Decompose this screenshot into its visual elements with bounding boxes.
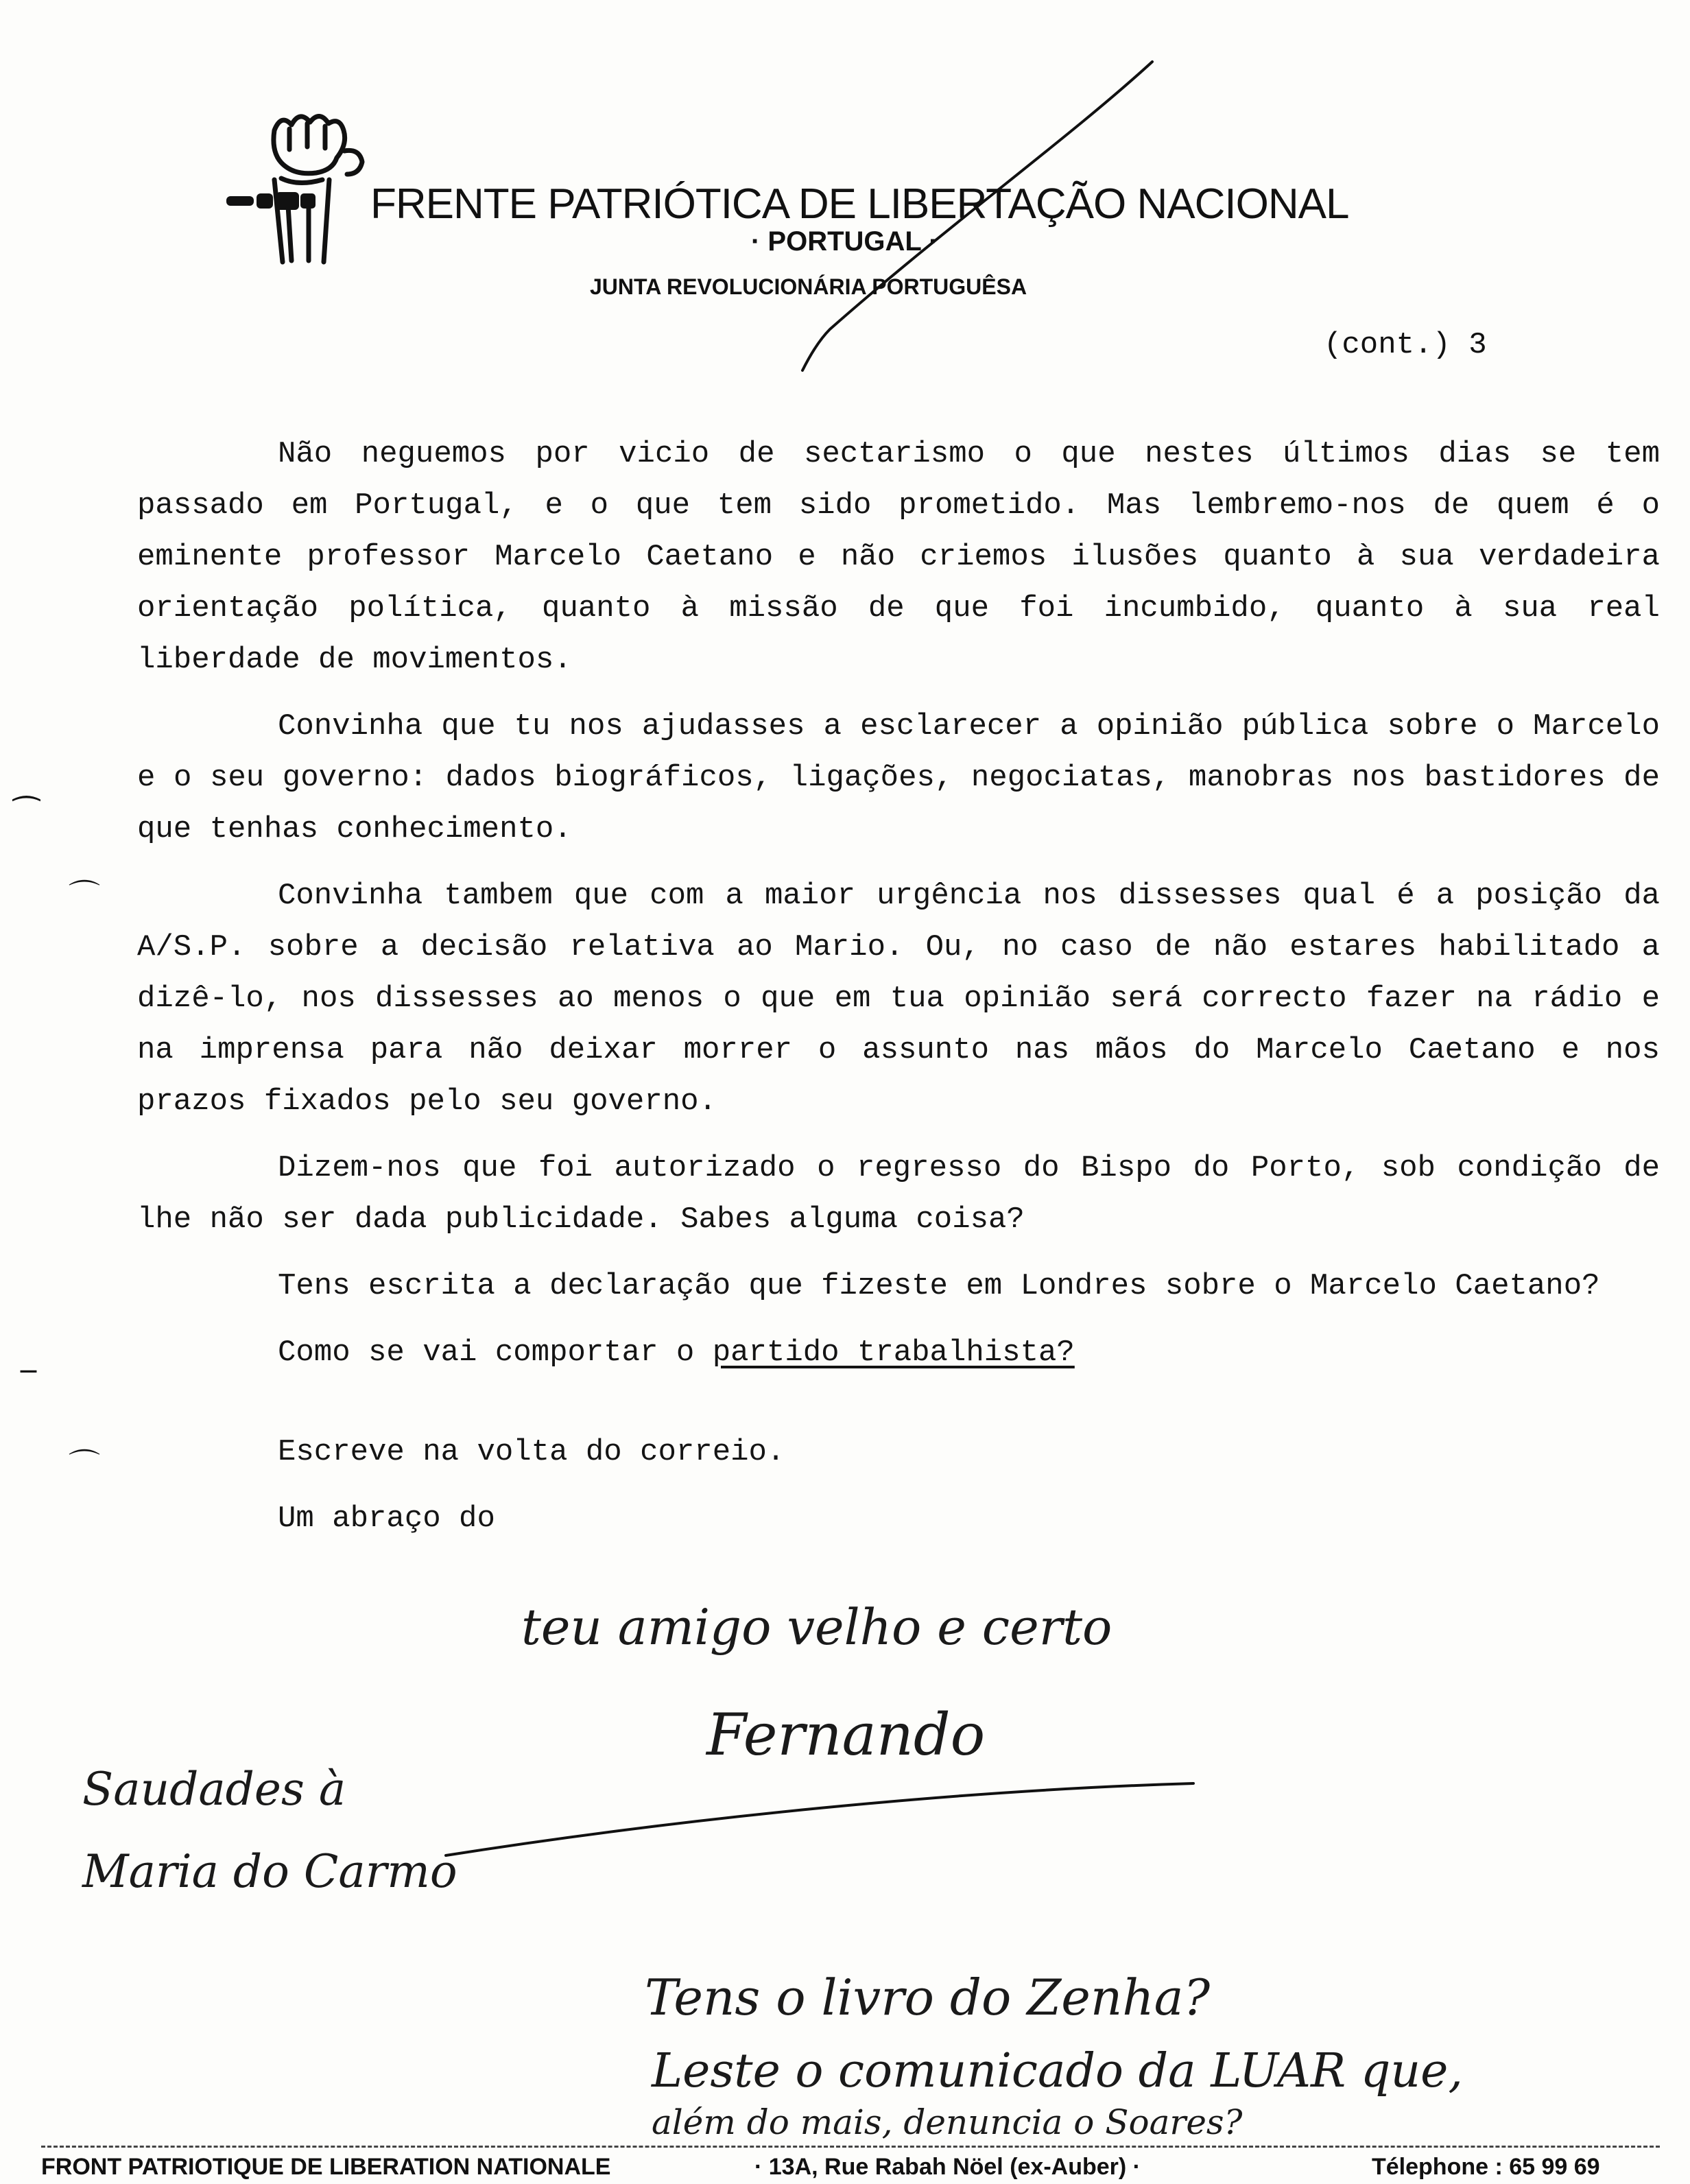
handwritten-greeting-line2: Maria do Carmo	[82, 1845, 457, 1898]
handwritten-closing: teu amigo velho e certo	[521, 1598, 1112, 1656]
paragraph: Convinha que tu nos ajudasses a esclarecer a opinião pública sobre o Marcelo e o seu governo: dados biográficos, ligações, negociatas, manobras nos bastidores de que tenhas conhecimento.	[137, 709, 1660, 846]
paragraph: Convinha tambem que com a maior urgência nos dissesses qual é a posição da A/S.P. sobre a decisão relativa ao Mario. Ou, no caso de não estares habilitado a dizê-lo, nos dissesses ao menos o que em tua opinião será correcto fazer na rádio e na imprensa para não deixar morrer o assunto nas mãos do Marcelo Caetano e nos prazos fixados pelo seu governo.	[137, 879, 1660, 1119]
organization-country: · PORTUGAL ·	[751, 226, 938, 257]
footer-phone: Télephone : 65 99 69	[1372, 2154, 1600, 2180]
question-text: Como se vai comportar o	[278, 1336, 713, 1370]
paragraph: Não neguemos por vicio de sectarismo o que nestes últimos dias se tem passado em Portugal, e o que tem sido prometido. Mas lembremo-nos de quem é o eminente professor Marcelo Caetano e não criemos ilusões quanto à sua verdadeira orientação política, quanto à missão de que foi incumbido, quanto à sua real liberdade de movimentos.	[137, 437, 1660, 677]
paragraph: Tens escrita a declaração que fizeste em Londres sobre o Marcelo Caetano?	[278, 1269, 1600, 1303]
letter-body	[137, 429, 1660, 1545]
margin-mark: ⌒	[69, 877, 100, 914]
margin-mark: ‾	[21, 1365, 36, 1402]
handwritten-postscript-line1: Tens o livro do Zenha?	[645, 1969, 1211, 2026]
handwritten-signature: Fernando	[706, 1701, 986, 1768]
footer-address: · 13A, Rue Rabah Nöel (ex-Auber) ·	[754, 2154, 1141, 2180]
handwritten-postscript-line2: Leste o comunicado da LUAR que,	[652, 2044, 1464, 2098]
margin-mark: ⁀	[14, 796, 39, 833]
footer-organization: FRONT PATRIOTIQUE DE LIBERATION NATIONALE	[41, 2154, 611, 2180]
organization-subtitle: JUNTA REVOLUCIONÁRIA PORTUGUÊSA	[590, 274, 1027, 299]
margin-mark: ⌒	[69, 1447, 100, 1484]
question-underlined: partido trabalhista?	[712, 1336, 1075, 1370]
raised-fist-icon	[226, 103, 391, 281]
footer-rule	[41, 2146, 1660, 2148]
organization-name: FRENTE PATRIÓTICA DE LIBERTAÇÃO NACIONAL	[370, 180, 1349, 228]
page-reference: (cont.) 3	[1324, 328, 1487, 362]
closing-line: Escreve na volta do correio.	[278, 1435, 785, 1469]
question-line	[137, 1327, 1660, 1379]
handwritten-greeting-line1: Saudades à	[82, 1763, 346, 1816]
closing-line: Um abraço do	[278, 1502, 495, 1536]
paragraph: Dizem-nos que foi autorizado o regresso do Bispo do Porto, sob condição de lhe não ser dada publicidade. Sabes alguma coisa?	[137, 1151, 1660, 1237]
handwritten-postscript-line3: além do mais, denuncia o Soares?	[652, 2102, 1243, 2142]
